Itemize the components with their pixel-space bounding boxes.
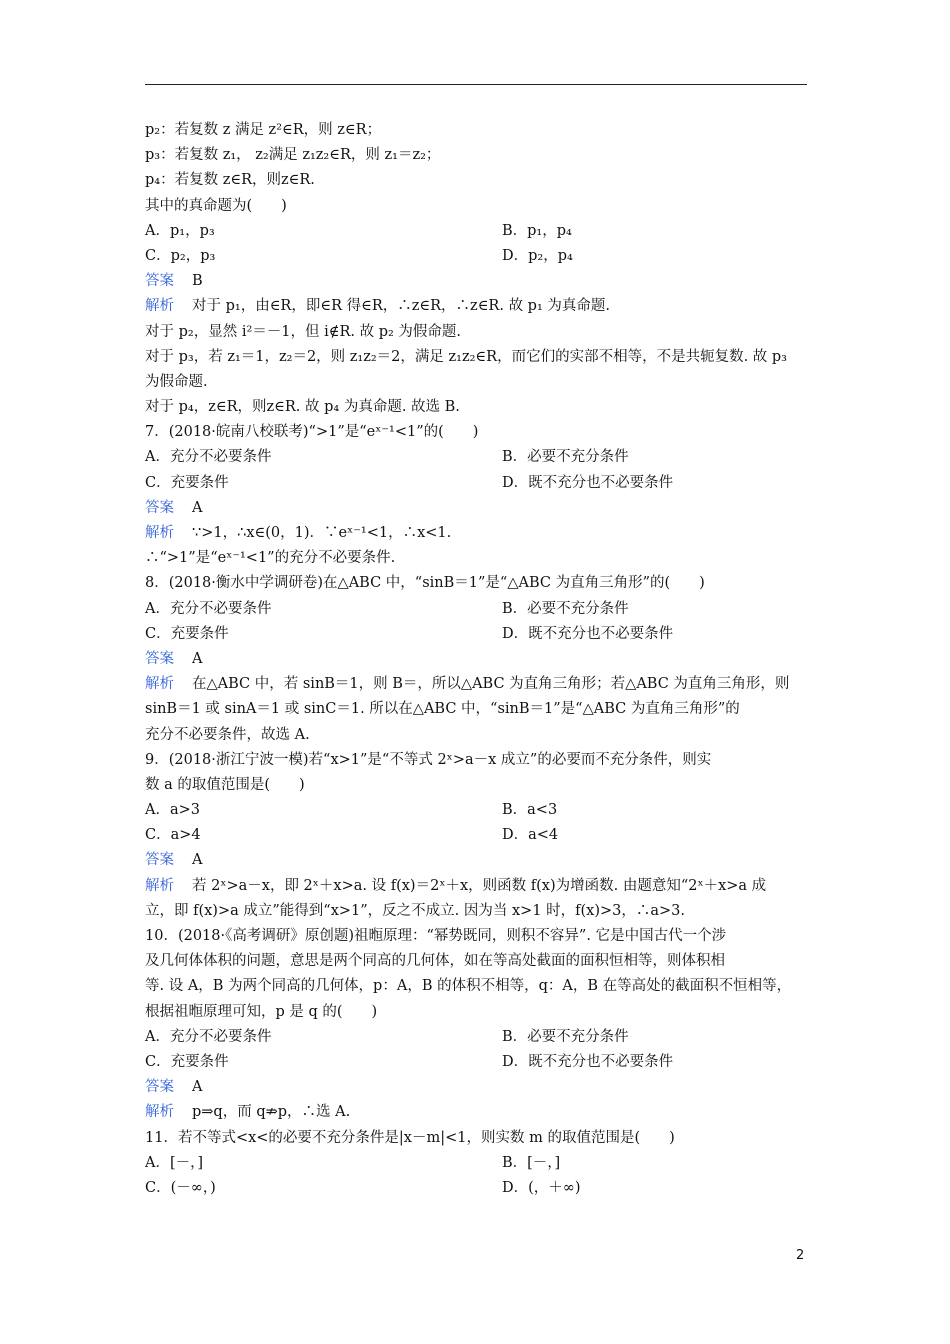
option-left: C．充要条件: [145, 625, 229, 642]
option-left: A．充分不必要条件: [145, 600, 272, 617]
text-line: 根据祖暅原理可知，p 是 q 的( ): [145, 1003, 378, 1020]
analysis-label: 解析: [145, 298, 174, 315]
option-row: [145, 219, 807, 244]
analysis-line: [145, 521, 807, 546]
text-line: 其中的真命题为( ): [145, 197, 287, 214]
option-right: D．a<4: [502, 827, 559, 844]
option-row: [145, 1025, 807, 1050]
option-row: [145, 823, 807, 848]
option-right: B．必要不充分条件: [502, 1028, 629, 1045]
option-right: D．既不充分也不必要条件: [502, 625, 674, 642]
analysis-label: 解析: [145, 1104, 174, 1121]
line-text: 对于 p₁，由∈R，即∈R 得∈R，∴z∈R，∴z∈R. 故 p₁ 为真命题.: [192, 298, 610, 315]
text-line: ∴“>1”是“eˣ⁻¹<1”的充分不必要条件.: [145, 550, 396, 567]
option-left: C．充要条件: [145, 474, 229, 491]
option-right: D．既不充分也不必要条件: [502, 1053, 674, 1070]
option-right: B．a<3: [502, 802, 558, 819]
document-body: [145, 118, 807, 1201]
analysis-line: [145, 672, 807, 697]
answer-line: [145, 1075, 807, 1100]
line-text: A: [192, 1079, 203, 1096]
line-text: A: [192, 499, 203, 516]
answer-label: 答案: [145, 1079, 174, 1096]
text-line: sinB＝1 或 sinA＝1 或 sinC＝1. 所以在△ABC 中，“sinB＝1”是“△ABC 为直角三角形”的: [145, 701, 740, 718]
option-right: D．既不充分也不必要条件: [502, 474, 674, 491]
option-row: [145, 471, 807, 496]
option-left: A．充分不必要条件: [145, 1028, 272, 1045]
line-text: 若 2ˣ>a－x，即 2ˣ＋x>a. 设 f(x)＝2ˣ＋x，则函数 f(x)为增函数. 由题意知“2ˣ＋x>a 成: [192, 877, 767, 894]
text-line: p₄：若复数 z∈R，则z∈R.: [145, 172, 315, 189]
analysis-label: 解析: [145, 525, 174, 541]
text-line: 等. 设 A，B 为两个同高的几何体，p：A，B 的体积不相等，q：A，B 在等高处的截面积不恒相等，: [145, 978, 792, 995]
option-right: B．必要不充分条件: [502, 600, 629, 617]
text-line: 对于 p₂，显然 i²＝－1，但 i∉R. 故 p₂ 为假命题.: [145, 323, 462, 340]
option-left: A．a>3: [145, 802, 200, 819]
text-line: 及几何体体积的问题，意思是两个同高的几何体，如在等高处截面的面积恒相等，则体积相: [145, 953, 725, 970]
option-left: C．充要条件: [145, 1053, 229, 1070]
option-left: C．(－∞，): [145, 1179, 216, 1196]
analysis-label: 解析: [145, 676, 174, 693]
analysis-line: [145, 1100, 807, 1125]
option-row: [145, 1176, 807, 1201]
line-text: A: [192, 852, 203, 869]
analysis-line: [145, 294, 807, 319]
analysis-label: 解析: [145, 877, 174, 894]
option-row: [145, 445, 807, 470]
answer-line: [145, 848, 807, 873]
answer-label: 答案: [145, 273, 174, 290]
line-text: 在△ABC 中，若 sinB＝1，则 B＝，所以△ABC 为直角三角形；若△ABC 为直角三角形，则: [192, 676, 790, 693]
option-left: C．p₂，p₃: [145, 247, 216, 264]
option-right: B．[－，]: [502, 1154, 561, 1171]
answer-line: [145, 496, 807, 521]
text-line: 数 a 的取值范围是( ): [145, 776, 305, 793]
option-right: B．p₁，p₄: [502, 222, 572, 239]
text-line: p₃：若复数 z₁， z₂满足 z₁z₂∈R，则 z₁＝z₂；: [145, 147, 441, 164]
analysis-line: [145, 874, 807, 899]
line-text: A: [192, 650, 203, 667]
text-line: 10．(2018·《高考调研》原创题)祖暅原理：“幂势既同，则积不容异”. 它是中国古代一个涉: [145, 928, 727, 944]
option-row: [145, 1151, 807, 1176]
answer-line: [145, 647, 807, 672]
option-left: C．a>4: [145, 827, 201, 844]
line-text: B: [192, 273, 203, 290]
option-row: [145, 244, 807, 269]
text-line: 立，即 f(x)>a 成立”能得到“x>1”，反之不成立. 因为当 x>1 时，f(x)>3，∴a>3.: [145, 902, 686, 919]
option-row: [145, 597, 807, 622]
text-line: 8．(2018·衡水中学调研卷)在△ABC 中，“sinB＝1”是“△ABC 为直角三角形”的( ): [145, 575, 705, 592]
text-line: 为假命题.: [145, 373, 208, 390]
text-line: 对于 p₄，z∈R，则z∈R. 故 p₄ 为真命题. 故选 B.: [145, 399, 460, 416]
option-right: D．(，＋∞): [502, 1179, 581, 1196]
header-rule: [145, 84, 807, 85]
answer-line: [145, 269, 807, 294]
option-right: B．必要不充分条件: [502, 449, 629, 466]
text-line: 7．(2018·皖南八校联考)“>1”是“eˣ⁻¹<1”的( ): [145, 424, 479, 441]
option-row: [145, 1050, 807, 1075]
text-line: 11．若不等式<x<的必要不充分条件是|x－m|<1，则实数 m 的取值范围是( ): [145, 1129, 675, 1146]
page-number: 2: [796, 1248, 805, 1263]
text-line: p₂：若复数 z 满足 z²∈R，则 z∈R；: [145, 122, 382, 138]
option-row: [145, 622, 807, 647]
text-line: 对于 p₃，若 z₁＝1，z₂＝2，则 z₁z₂＝2，满足 z₁z₂∈R，而它们的实部不相等，不是共轭复数. 故 p₃: [145, 348, 787, 365]
text-line: 9．(2018·浙江宁波一模)若“x>1”是“不等式 2ˣ>a－x 成立”的必要而不充分条件，则实: [145, 751, 712, 768]
line-text: ∵>1，∴x∈(0，1)．∵eˣ⁻¹<1，∴x<1.: [192, 525, 452, 541]
option-left: A．[－，]: [145, 1154, 204, 1171]
option-left: A．充分不必要条件: [145, 449, 272, 466]
text-line: 充分不必要条件，故选 A.: [145, 726, 310, 743]
option-right: D．p₂，p₄: [502, 247, 573, 264]
answer-label: 答案: [145, 852, 174, 869]
option-row: [145, 798, 807, 823]
answer-label: 答案: [145, 499, 174, 516]
line-text: p⇒q，而 q⇏p，∴选 A.: [192, 1104, 351, 1121]
option-left: A．p₁，p₃: [145, 222, 215, 239]
answer-label: 答案: [145, 650, 174, 667]
